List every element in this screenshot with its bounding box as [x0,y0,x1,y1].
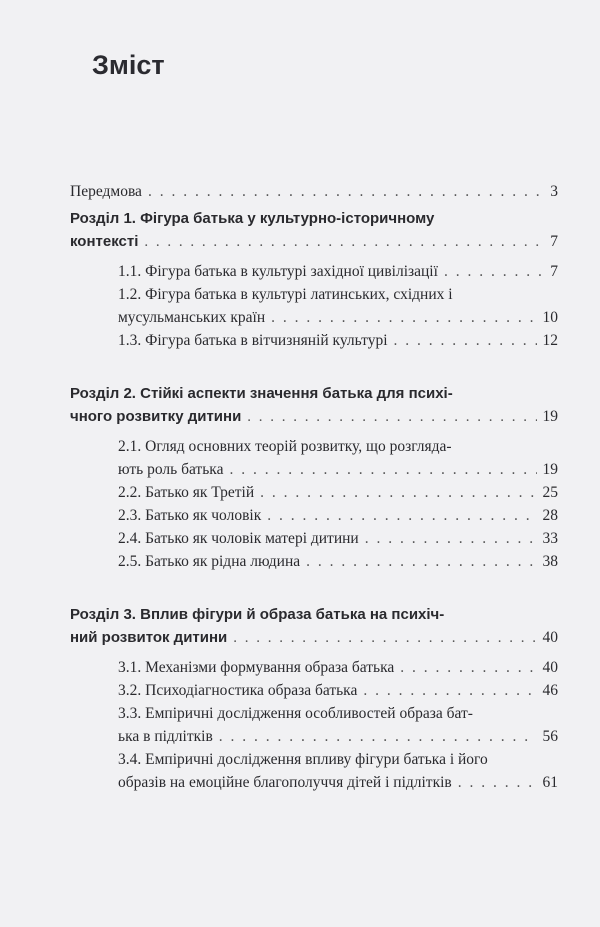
toc-page-number: 28 [542,507,558,524]
toc-entry-title: чного розвитку дитини [70,408,242,425]
toc-entry-line: 2.1. Огляд основних теорій розвитку, що розгляда- [118,438,452,455]
dot-leader [363,679,536,702]
dot-leader [247,406,536,429]
toc-entry-title: 2.5. Батько як рідна людина [118,553,301,570]
toc-page-number: 7 [550,233,558,250]
toc-entry-line: 3.4. Емпіричні дослідження впливу фігури батька і його [118,751,488,768]
dot-leader [306,550,536,573]
dot-leader [444,260,544,283]
toc-subsection-entry [118,748,558,794]
toc-entry-title: образів на емоційне благополуччя дітей і підлітків [118,774,452,791]
toc-page-number: 7 [550,263,558,280]
toc-entry-line: Розділ 1. Фігура батька у культурно-історичному [70,210,435,227]
dot-leader [233,627,536,650]
toc-page-number: 12 [542,332,558,349]
toc-entry-title: ька в підлітків [118,728,213,745]
toc-page-number: 19 [542,408,558,425]
toc-entry-title: 1.1. Фігура батька в культурі західної цивілізації [118,263,438,280]
dot-leader [267,504,536,527]
toc-entry-title: 2.4. Батько як чоловік матері дитини [118,530,359,547]
toc-page-number: 3 [550,183,558,200]
dot-leader [365,527,537,550]
toc-subsection-entry [118,550,558,573]
toc-subsection-entry [118,260,558,283]
toc-entry-line: 1.2. Фігура батька в культурі латинських, східних і [118,286,453,303]
toc-entry-title: 3.1. Механізми формування образа батька [118,659,395,676]
dot-leader [148,180,544,203]
toc-entry-title: Передмова [70,183,142,200]
dot-leader [400,656,536,679]
toc-section-entry [70,382,558,429]
toc-page-number: 61 [542,774,558,791]
toc-page-number: 40 [542,659,558,676]
toc-subsection-entry [118,656,558,679]
toc-entry-title: 3.2. Психодіагностика образа батька [118,682,358,699]
dot-leader [219,725,537,748]
toc-section-entry [70,603,558,650]
toc-entry-title: ний розвиток дитини [70,629,228,646]
toc-subsection-entry [118,435,558,481]
toc-page-number: 33 [542,530,558,547]
toc-entry-line: Розділ 3. Вплив фігури й образа батька на психіч- [70,606,445,623]
toc-entry-title: 2.2. Батько як Третій [118,484,255,501]
toc-entry-title: мусульманських країн [118,309,266,326]
dot-leader [394,329,537,352]
dot-leader [144,231,544,254]
toc-subsection-entry [118,527,558,550]
toc-entry-title: контексті [70,233,139,250]
dot-leader [271,306,536,329]
dot-leader [260,481,536,504]
toc-page-number: 40 [542,629,558,646]
dot-leader [458,771,537,794]
toc-entry-line: 3.3. Емпіричні дослідження особливостей образа бат- [118,705,473,722]
toc-page-number: 38 [542,553,558,570]
toc-entry-line: Розділ 2. Стійкі аспекти значення батька для психі- [70,385,453,402]
toc-subsection-entry [118,329,558,352]
toc-entry-title: 1.3. Фігура батька в вітчизняній культурі [118,332,388,349]
toc-subsection-entry [118,702,558,748]
toc-subsection-entry [118,283,558,329]
dot-leader [229,458,536,481]
toc-page-number: 10 [542,309,558,326]
page-title: Зміст [92,50,165,80]
toc-page-number: 25 [542,484,558,501]
toc-entry [70,180,558,203]
toc-section-entry [70,207,558,254]
toc-entry-title: 2.3. Батько як чоловік [118,507,262,524]
toc-subsection-entry [118,504,558,527]
toc-page-number: 56 [542,728,558,745]
toc-entry-title: ють роль батька [118,461,224,478]
toc-subsection-entry [118,481,558,504]
toc-page-number: 19 [542,461,558,478]
toc-subsection-entry [118,679,558,702]
toc-page-number: 46 [542,682,558,699]
table-of-contents [70,180,558,794]
